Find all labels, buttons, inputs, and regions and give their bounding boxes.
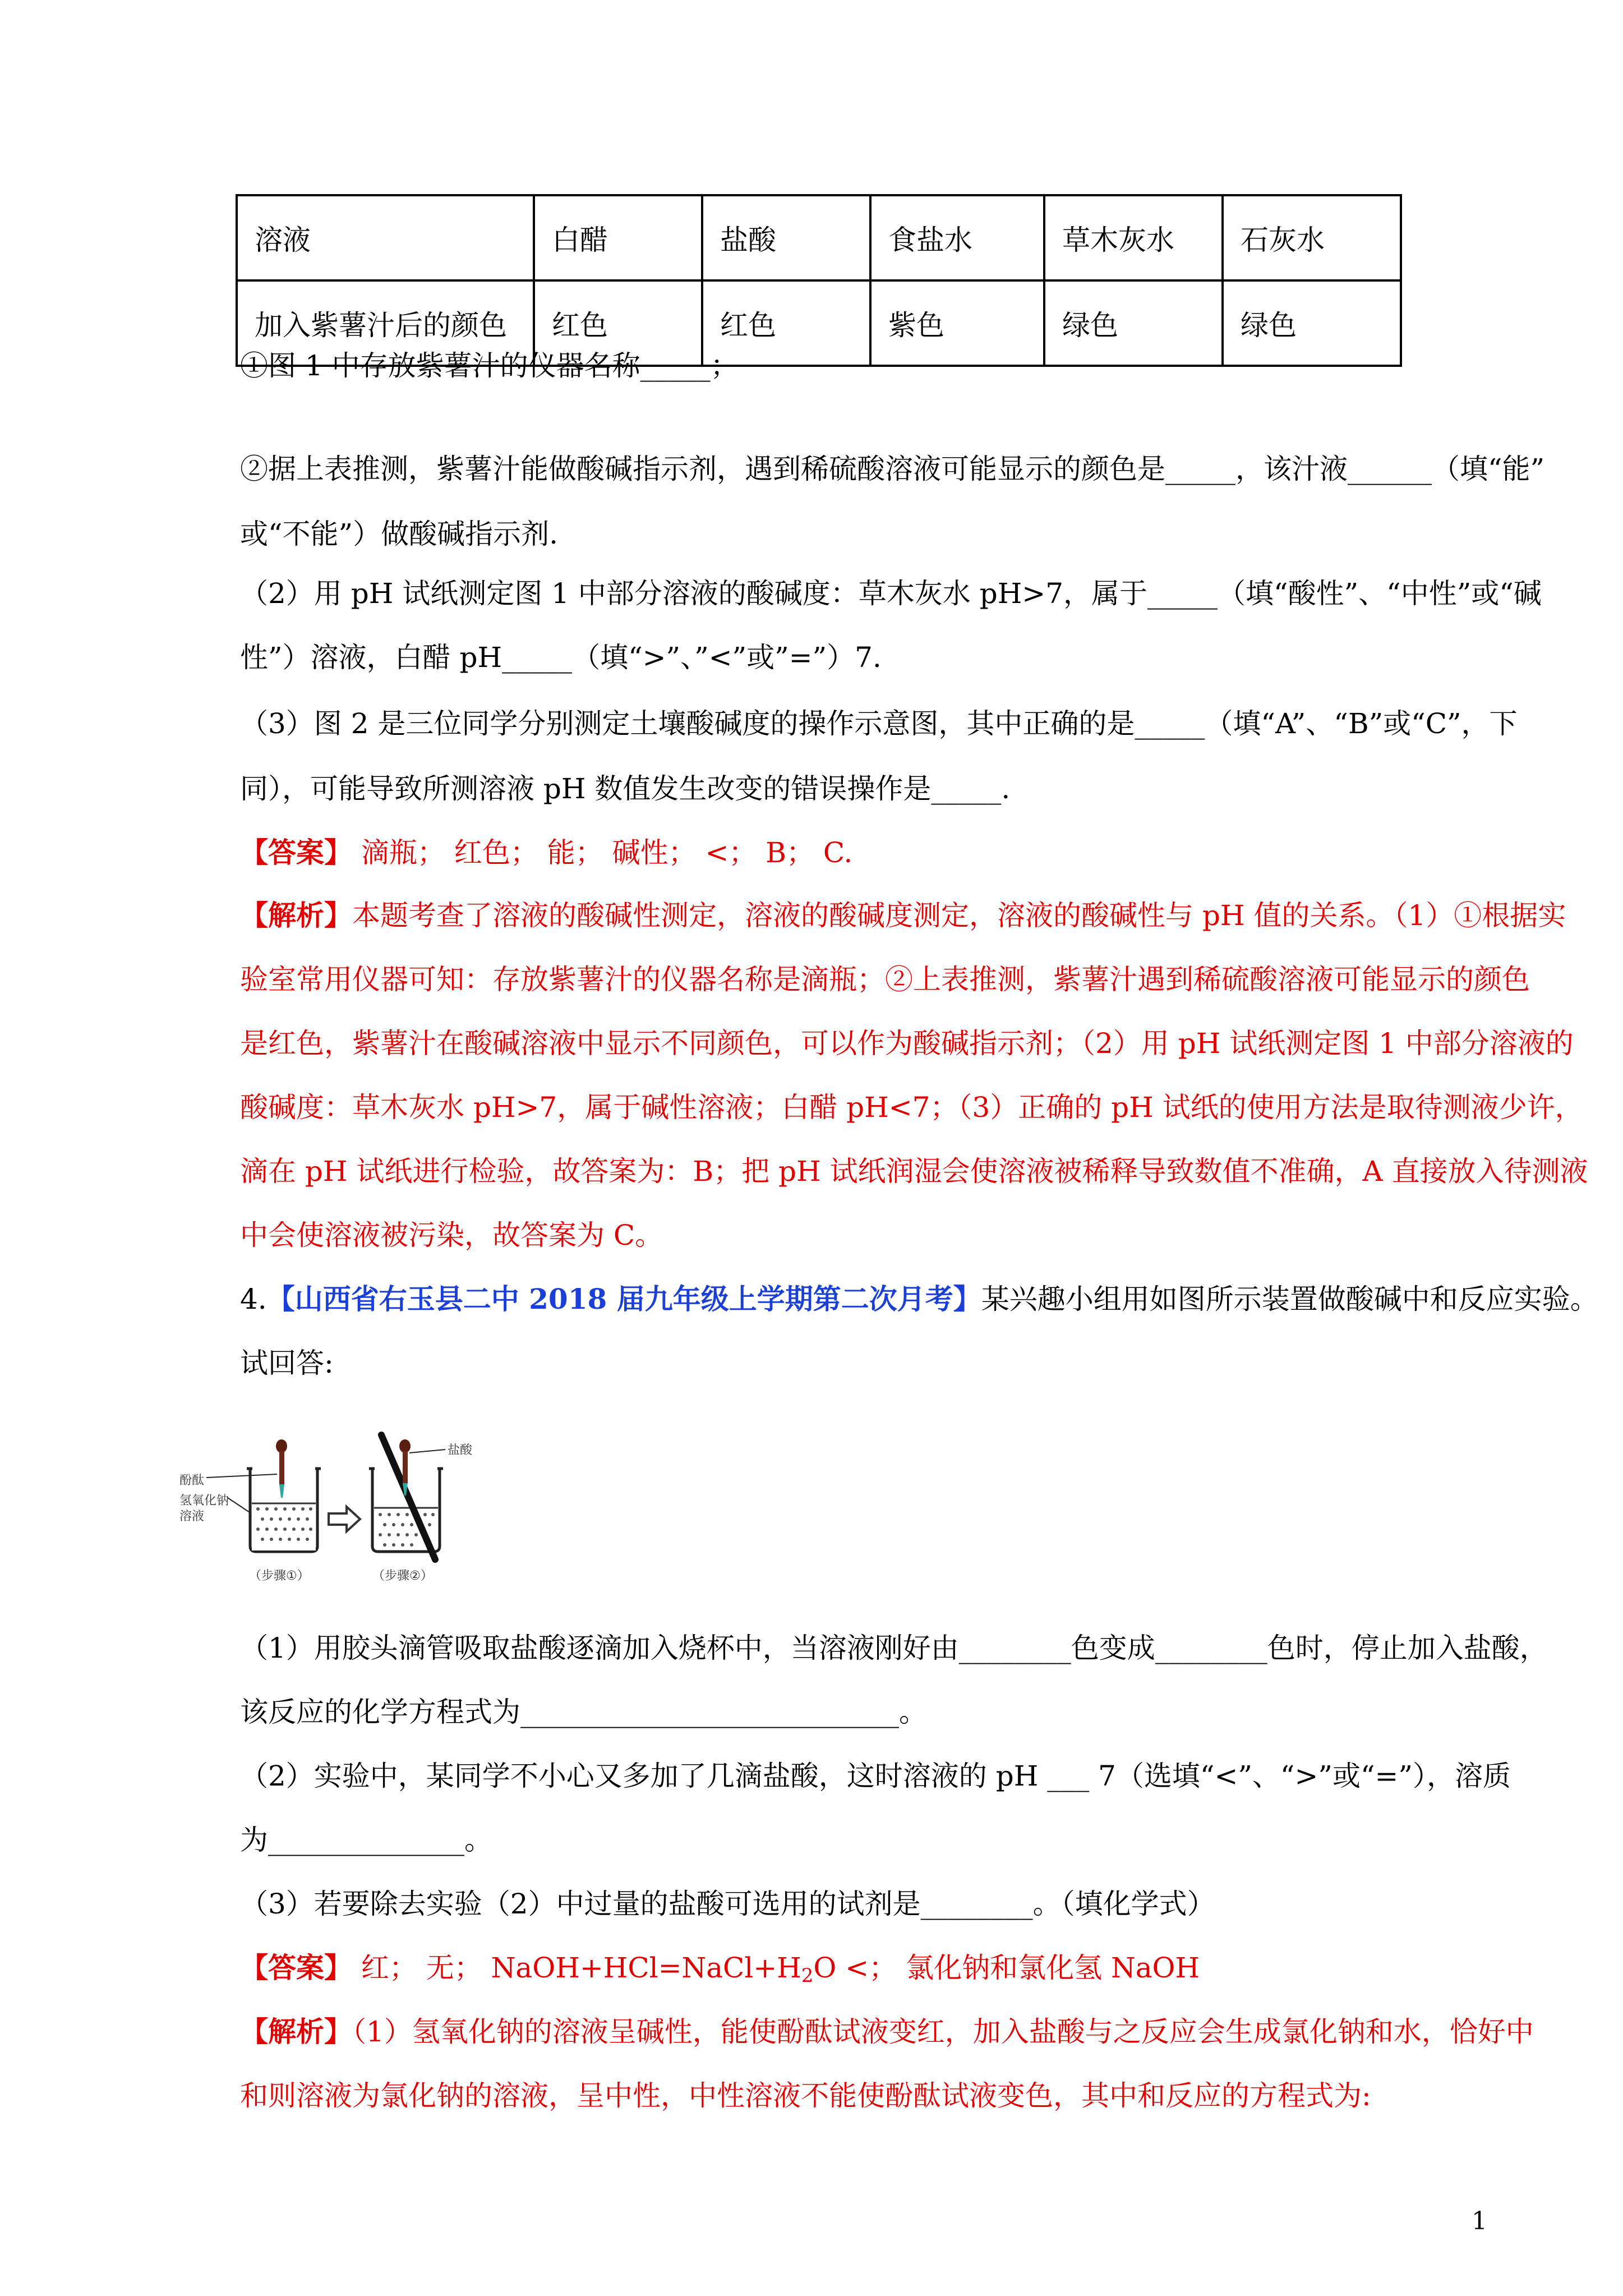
question-text: 某兴趣小组用如图所示装置做酸碱中和反应实验。 <box>981 1283 1598 1315</box>
text-line: （3）若要除去实验（2）中过量的盐酸可选用的试剂是________。（填化学式） <box>240 1888 1215 1920</box>
answer-label: 【答案】 <box>240 1951 352 1984</box>
color-table <box>236 194 1402 367</box>
table-cell: 绿色 <box>1044 280 1223 366</box>
answer-subscript: 2 <box>801 1964 814 1987</box>
text-line: 为______________。 <box>240 1824 492 1856</box>
label-phenolphthalein: 酚酞 <box>179 1474 205 1488</box>
explanation-line <box>240 899 1566 932</box>
answer-text: 滴瓶； 红色； 能； 碱性； <； B； C. <box>352 836 853 869</box>
dropper-icon <box>276 1439 287 1498</box>
page-number: 1 <box>1472 2207 1487 2235</box>
text-line: （2）实验中，某同学不小心又多加了几滴盐酸，这时溶液的 pH ___ 7（选填“<”、“>”或“=”），溶质 <box>240 1760 1511 1792</box>
table-cell: 绿色 <box>1223 280 1401 366</box>
table-cell: 溶液 <box>237 195 534 280</box>
text-line: 该反应的化学方程式为___________________________。 <box>240 1696 927 1728</box>
label-hcl: 盐酸 <box>448 1443 473 1457</box>
table-cell: 红色 <box>534 280 702 366</box>
table-cell: 食盐水 <box>870 195 1044 280</box>
explanation-text: 本题考查了溶液的酸碱性测定，溶液的酸碱度测定，溶液的酸碱性与 pH 值的关系。（1）①根据实 <box>352 899 1566 932</box>
table-cell: 草木灰水 <box>1044 195 1223 280</box>
label-solution: 溶液 <box>179 1510 205 1524</box>
question-number: 4. <box>240 1283 267 1315</box>
explanation-label: 【解析】 <box>240 2015 352 2048</box>
explanation-text: （1）氢氧化钠的溶液呈碱性，能使酚酞试液变红，加入盐酸与之反应会生成氯化钠和水，恰好中 <box>352 2016 1534 2048</box>
text-line: 性”）溶液，白醋 pH_____（填“>”、”<”或”=”）7. <box>240 641 882 674</box>
answer-text: 红； 无； NaOH+HCl=NaCl+H <box>352 1952 801 1984</box>
arrow-icon <box>329 1507 360 1531</box>
question-4-line <box>240 1282 1598 1316</box>
text-line: （1）用胶头滴管吸取盐酸逐滴加入烧杯中，当溶液刚好由________色变成________色时，停止加入盐酸， <box>240 1632 1548 1664</box>
text-line: 或“不能”）做酸碱指示剂. <box>240 518 559 550</box>
experiment-figure <box>178 1429 492 1586</box>
table-cell: 紫色 <box>870 280 1044 366</box>
answer-text: O <； 氯化钠和氯化氢 NaOH <box>813 1952 1200 1984</box>
label-step-1: （步骤①） <box>249 1569 310 1583</box>
text-line: （3）图 2 是三位同学分别测定土壤酸碱度的操作示意图，其中正确的是_____（填“A”、“B”或“C”，下 <box>240 707 1518 740</box>
table-row <box>237 195 1401 280</box>
explanation-line: 中会使溶液被污染，故答案为 C。 <box>240 1219 663 1251</box>
glass-rod-icon <box>381 1435 435 1559</box>
explanation-line: 酸碱度：草木灰水 pH>7，属于碱性溶液；白醋 pH<7；（3）正确的 pH 试纸的使用方法是取待测液少许， <box>240 1091 1583 1124</box>
explanation-line <box>240 2015 1534 2049</box>
text-line: （2）用 pH 试纸测定图 1 中部分溶液的酸碱度：草木灰水 pH>7，属于_____（填“酸性”、“中性”或“碱 <box>240 577 1542 610</box>
text-line: 同），可能导致所测溶液 pH 数值发生改变的错误操作是_____. <box>240 772 1011 805</box>
explanation-line: 是红色，紫薯汁在酸碱溶液中显示不同颜色，可以作为酸碱指示剂；（2）用 pH 试纸测定图 1 中部分溶液的 <box>240 1027 1574 1060</box>
table-cell: 红色 <box>702 280 870 366</box>
table-cell: 加入紫薯汁后的颜色 <box>237 280 534 366</box>
explanation-label: 【解析】 <box>240 899 352 932</box>
answer-line <box>240 1951 1200 1993</box>
text-line: ①图 1 中存放紫薯汁的仪器名称_____； <box>240 349 739 382</box>
answer-line <box>240 836 852 869</box>
text-line: 试回答: <box>240 1347 334 1379</box>
table-cell: 盐酸 <box>702 195 870 280</box>
explanation-line: 验室常用仪器可知：存放紫薯汁的仪器名称是滴瓶；②上表推测，紫薯汁遇到稀硫酸溶液可能显示的颜色 <box>240 963 1530 996</box>
answer-label: 【答案】 <box>240 836 352 869</box>
question-source: 【山西省右玉县二中 2018 届九年级上学期第二次月考】 <box>266 1282 981 1315</box>
label-step-2: （步骤②） <box>372 1569 433 1583</box>
label-naoh: 氢氧化钠 <box>179 1494 229 1508</box>
explanation-line: 滴在 pH 试纸进行检验，故答案为：B；把 pH 试纸润湿会使溶液被稀释导致数值不准确，A 直接放入待测液 <box>240 1155 1588 1188</box>
table-cell: 石灰水 <box>1223 195 1401 280</box>
explanation-line: 和则溶液为氯化钠的溶液，呈中性，中性溶液不能使酚酞试液变色，其中和反应的方程式为: <box>240 2079 1371 2112</box>
table-cell: 白醋 <box>534 195 702 280</box>
text-line: ②据上表推测，紫薯汁能做酸碱指示剂，遇到稀硫酸溶液可能显示的颜色是_____，该汁液______（填“能” <box>240 453 1545 485</box>
